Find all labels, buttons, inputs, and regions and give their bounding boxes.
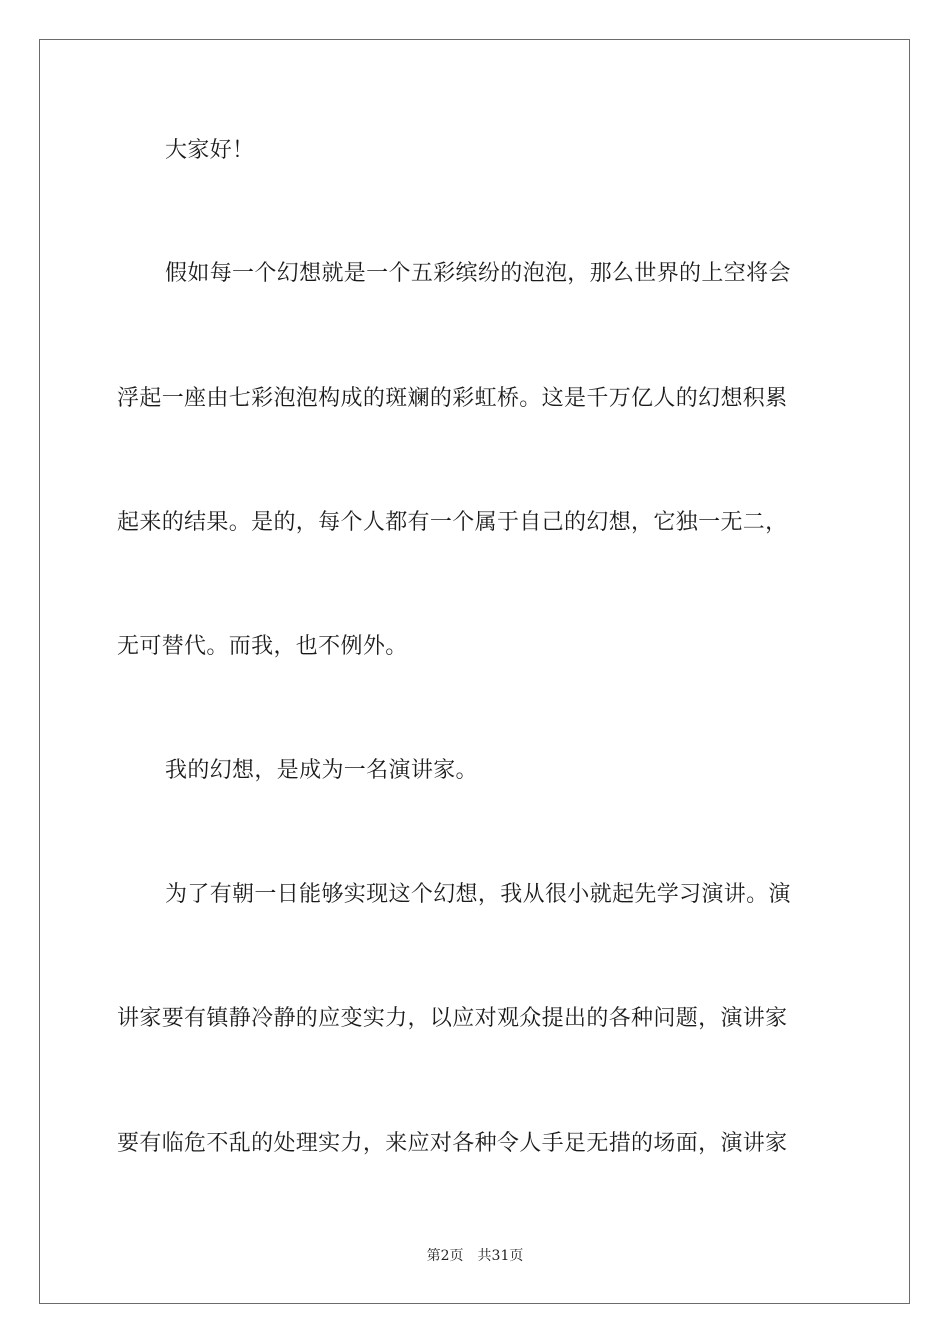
paragraph-line: 为了有朝一日能够实现这个幻想，我从很小就起先学习演讲。演 [165, 882, 791, 907]
paragraph-line: 无可替代。而我，也不例外。 [117, 634, 408, 659]
paragraph-line: 我的幻想，是成为一名演讲家。 [165, 758, 478, 783]
page-frame [39, 39, 910, 1304]
paragraph-line: 起来的结果。是的，每个人都有一个属于自己的幻想，它独一无二， [117, 510, 788, 535]
greeting-line: 大家好！ [165, 138, 255, 163]
page-footer [0, 1246, 950, 1266]
paragraph-line: 假如每一个幻想就是一个五彩缤纷的泡泡，那么世界的上空将会 [165, 261, 791, 286]
total-pages-label: 共31页 [477, 1248, 524, 1264]
paragraph-line: 讲家要有镇静冷静的应变实力，以应对观众提出的各种问题，演讲家 [117, 1006, 788, 1031]
paragraph-line: 浮起一座由七彩泡泡构成的斑斓的彩虹桥。这是千万亿人的幻想积累 [117, 386, 788, 411]
paragraph-line: 要有临危不乱的处理实力，来应对各种令人手足无措的场面，演讲家 [117, 1131, 788, 1156]
current-page-label: 第2页 [426, 1248, 464, 1264]
